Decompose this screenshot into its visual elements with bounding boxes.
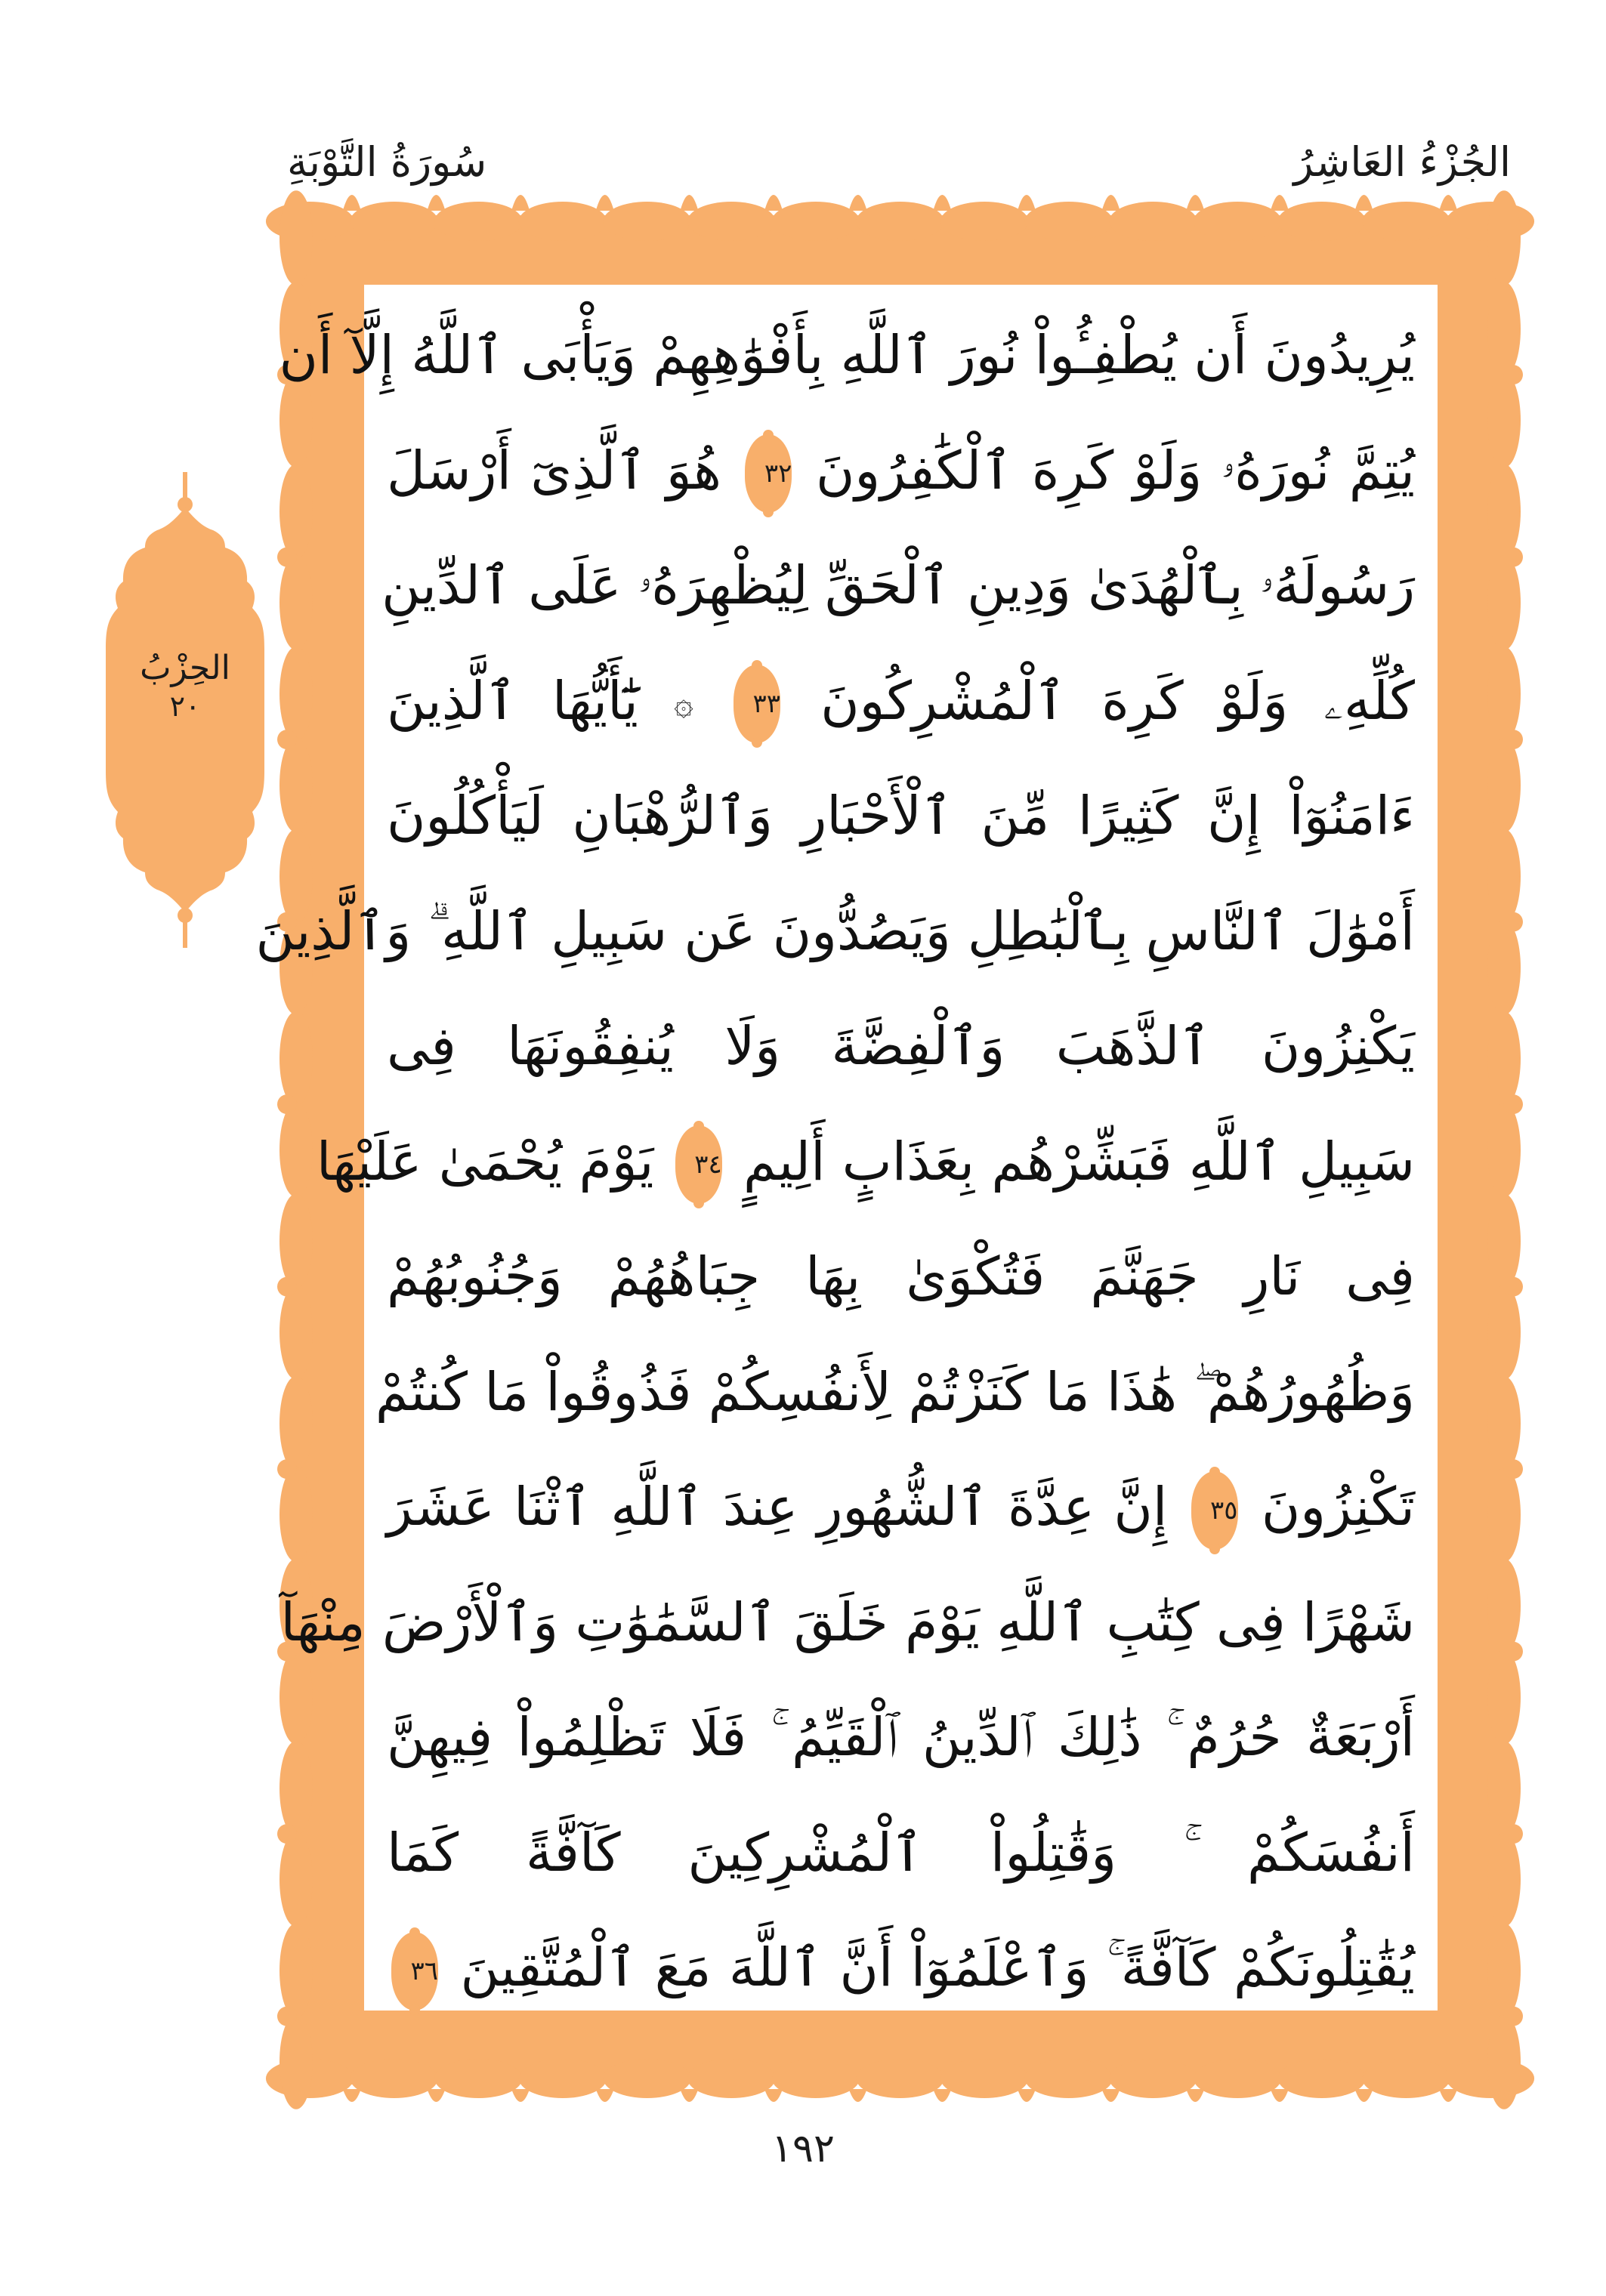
frame-bead (1503, 1094, 1523, 1114)
frame-scallop (1487, 1741, 1521, 1836)
frame-bead (1503, 1277, 1523, 1297)
frame-spike (1186, 2089, 1204, 2102)
frame-scallop (1487, 464, 1521, 559)
frame-scallop (1487, 1011, 1521, 1106)
ayah-number-marker: ٣٢ (745, 434, 792, 513)
frame-scallop (1487, 2014, 1521, 2109)
rub-el-hizb-icon: ۞ (674, 684, 693, 724)
frame-scallop (1487, 1376, 1521, 1471)
frame-spike (1439, 195, 1457, 211)
frame-scallop (1194, 202, 1281, 241)
frame-spike (511, 195, 530, 211)
frame-scallop (1362, 202, 1450, 241)
frame-scallop (280, 647, 313, 742)
frame-scallop (351, 202, 438, 241)
frame-scallop (280, 1285, 313, 1380)
hizb-number: ٢٠ (169, 690, 201, 723)
frame-spike (933, 195, 951, 211)
frame-scallop (280, 1376, 313, 1471)
frame-scallop (772, 202, 860, 241)
frame-spike (680, 2089, 698, 2102)
frame-scallop (1487, 1649, 1521, 1745)
frame-scallop (940, 2059, 1028, 2098)
verse-text: فِى نَارِ جَهَنَّمَ فَتُكْوَىٰ بِهَا جِبَاهُهُمْ وَجُنُوبُهُمْ (387, 1245, 1415, 1307)
frame-bead (1503, 730, 1523, 749)
frame-bead (1503, 1642, 1523, 1662)
frame-scallop (280, 1193, 313, 1288)
frame-scallop (772, 2059, 860, 2098)
frame-spike (427, 2089, 445, 2102)
mushaf-text-area (255, 285, 1438, 2011)
frame-bead (277, 1094, 297, 1114)
verse-line (280, 1566, 1415, 1679)
frame-scallop (434, 202, 522, 241)
frame-scallop (1278, 2059, 1366, 2098)
verse-text: إِنَّ عِدَّةَ ٱلشُّهُورِ عِندَ ٱللَّهِ ٱثْنَا عَشَرَ (387, 1476, 1168, 1538)
frame-spike (1271, 195, 1289, 211)
frame-bead (1503, 1459, 1523, 1479)
frame-scallop (280, 1741, 313, 1836)
verse-text: شَهْرًا فِى كِتَٰبِ ٱللَّهِ يَوْمَ خَلَقَ ٱلسَّمَٰوَٰتِ وَٱلْأَرْضَ مِنْهَآ (280, 1591, 1415, 1653)
surah-title: سُورَةُ التَّوْبَةِ (287, 138, 487, 186)
frame-bead (1503, 365, 1523, 384)
frame-spike (343, 2089, 361, 2102)
frame-scallop (687, 2059, 775, 2098)
verse-text: يُرِيدُونَ أَن يُطْفِـُٔواْ نُورَ ٱللَّهِ بِأَفْوَٰهِهِمْ وَيَأْبَى ٱللَّهُ إِلَّآ أَن (279, 324, 1415, 386)
frame-scallop (351, 2059, 438, 2098)
verse-line (381, 529, 1415, 642)
hizb-label: الحِزْبُ (140, 649, 230, 687)
verse-line (387, 989, 1415, 1103)
frame-spike (680, 195, 698, 211)
frame-scallop (280, 1923, 313, 2018)
verse-text: وَظُهُورُهُمْ ۖ هَٰذَا مَا كَنَزْتُمْ لِأَنفُسِكُمْ فَذُوقُواْ مَا كُنتُمْ (375, 1360, 1415, 1423)
frame-scallop (940, 202, 1028, 241)
frame-scallop (280, 738, 313, 833)
verse-text: يُتِمَّ نُورَهُۥ وَلَوْ كَرِهَ ٱلْكَٰفِرُونَ (815, 439, 1415, 501)
frame-scallop (280, 190, 313, 285)
verse-text: كُلِّهِۦ وَلَوْ كَرِهَ ٱلْمُشْرِكُونَ (820, 669, 1415, 732)
frame-bead (1503, 912, 1523, 932)
frame-scallop (280, 555, 313, 650)
frame-scallop (1487, 190, 1521, 285)
frame-scallop (1109, 202, 1197, 241)
frame-scallop (280, 464, 313, 559)
verse-text: ءَامَنُوٓاْ إِنَّ كَثِيرًا مِّنَ ٱلْأَحْبَارِ وَٱلرُّهْبَانِ لَيَأْكُلُونَ (387, 785, 1415, 847)
frame-bead (277, 1824, 297, 1844)
frame-bead (277, 1459, 297, 1479)
frame-scallop (519, 2059, 607, 2098)
frame-scallop (604, 202, 691, 241)
frame-scallop (1025, 2059, 1113, 2098)
frame-spike (933, 2089, 951, 2102)
frame-bead (1503, 1824, 1523, 1844)
frame-scallop (1278, 202, 1366, 241)
frame-scallop (856, 202, 944, 241)
frame-spike (849, 2089, 867, 2102)
frame-scallop (1109, 2059, 1197, 2098)
frame-spike (1439, 2089, 1457, 2102)
verse-text: يَوْمَ يُحْمَىٰ عَلَيْهَا (316, 1130, 654, 1193)
frame-spike (343, 195, 361, 211)
verse-text: أَنفُسَكُمْ ۚ وَقَٰتِلُواْ ٱلْمُشْرِكِينَ كَآفَّةً كَمَا (387, 1821, 1415, 1884)
frame-scallop (1487, 1558, 1521, 1653)
frame-scallop (280, 1832, 313, 1927)
verse-text: أَرْبَعَةٌ حُرُمٌ ۚ ذَٰلِكَ ٱلدِّينُ ٱلْقَيِّمُ ۚ فَلَا تَظْلِمُواْ فِيهِنَّ (387, 1706, 1415, 1768)
frame-spike (1271, 2089, 1289, 2102)
verse-line (387, 1796, 1415, 1909)
frame-spike (764, 2089, 783, 2102)
frame-scallop (1487, 555, 1521, 650)
frame-scallop (1487, 829, 1521, 924)
ayah-number-marker: ٣٣ (734, 665, 780, 743)
frame-bead (1503, 548, 1523, 567)
frame-spike (1186, 195, 1204, 211)
frame-scallop (1487, 1193, 1521, 1288)
verse-line (387, 644, 1415, 758)
frame-scallop (1194, 2059, 1281, 2098)
frame-scallop (1487, 647, 1521, 742)
verse-line (316, 1105, 1415, 1218)
frame-scallop (280, 1011, 313, 1106)
frame-spike (1355, 195, 1373, 211)
frame-scallop (687, 202, 775, 241)
frame-scallop (1487, 1923, 1521, 2018)
frame-spike (511, 2089, 530, 2102)
verse-line (387, 1220, 1415, 1333)
verse-text: تَكْنِزُونَ (1261, 1476, 1415, 1538)
frame-spike (849, 195, 867, 211)
verse-line (387, 1680, 1415, 1794)
verse-text: يَكْنِزُونَ ٱلذَّهَبَ وَٱلْفِضَّةَ وَلَا يُنفِقُونَهَا فِى (387, 1015, 1415, 1077)
verse-line (387, 1911, 1415, 2024)
frame-scallop (1362, 2059, 1450, 2098)
frame-scallop (1487, 1832, 1521, 1927)
frame-spike (1102, 2089, 1120, 2102)
verse-line (375, 1335, 1415, 1449)
frame-spike (596, 195, 614, 211)
verse-text: يَٰٓأَيُّهَا ٱلَّذِينَ (387, 669, 638, 732)
ayah-number-marker: ٣٦ (391, 1932, 438, 2011)
verse-line (279, 298, 1415, 412)
frame-scallop (604, 2059, 691, 2098)
frame-scallop (519, 202, 607, 241)
frame-spike (1102, 195, 1120, 211)
frame-spike (1018, 195, 1036, 211)
verse-line (387, 759, 1415, 872)
ayah-number-marker: ٣٥ (1191, 1471, 1238, 1550)
frame-scallop (434, 2059, 522, 2098)
frame-bead (277, 548, 297, 567)
frame-spike (764, 195, 783, 211)
frame-scallop (1487, 920, 1521, 1015)
frame-scallop (280, 2014, 313, 2109)
verse-text: سَبِيلِ ٱللَّهِ فَبَشِّرْهُم بِعَذَابٍ أَلِيمٍ (743, 1130, 1415, 1193)
juz-title: الجُزْءُ العَاشِرُ (1293, 138, 1511, 186)
frame-bead (277, 1277, 297, 1297)
verse-text: أَمْوَٰلَ ٱلنَّاسِ بِٱلْبَٰطِلِ وَيَصُدُّونَ عَن سَبِيلِ ٱللَّهِ ۗ وَٱلَّذِينَ (255, 900, 1415, 962)
frame-scallop (1487, 1285, 1521, 1380)
frame-spike (1355, 2089, 1373, 2102)
frame-scallop (1487, 738, 1521, 833)
frame-bead (277, 2007, 297, 2026)
frame-scallop (1487, 1103, 1521, 1198)
verse-text: رَسُولَهُۥ بِٱلْهُدَىٰ وَدِينِ ٱلْحَقِّ لِيُظْهِرَهُۥ عَلَى ٱلدِّينِ (381, 554, 1415, 616)
verse-line (387, 414, 1415, 527)
frame-spike (427, 195, 445, 211)
frame-scallop (856, 2059, 944, 2098)
frame-scallop (280, 1467, 313, 1563)
frame-spike (1018, 2089, 1036, 2102)
frame-bead (1503, 2007, 1523, 2026)
ayah-number-marker: ٣٤ (675, 1125, 722, 1204)
frame-scallop (280, 1103, 313, 1198)
verse-text: يُقَٰتِلُونَكُمْ كَآفَّةً ۚ وَٱعْلَمُوٓاْ أَنَّ ٱللَّهَ مَعَ ٱلْمُتَّقِينَ (460, 1936, 1415, 1998)
frame-spike (596, 2089, 614, 2102)
frame-scallop (1025, 202, 1113, 241)
frame-bead (277, 730, 297, 749)
verse-line (387, 1450, 1415, 1563)
frame-scallop (1487, 373, 1521, 468)
frame-scallop (1487, 282, 1521, 377)
page-number: ١٩٢ (771, 2126, 835, 2171)
frame-scallop (1487, 1467, 1521, 1563)
verse-text: هُوَ ٱلَّذِىٓ أَرْسَلَ (387, 439, 721, 501)
verse-line (255, 875, 1415, 988)
